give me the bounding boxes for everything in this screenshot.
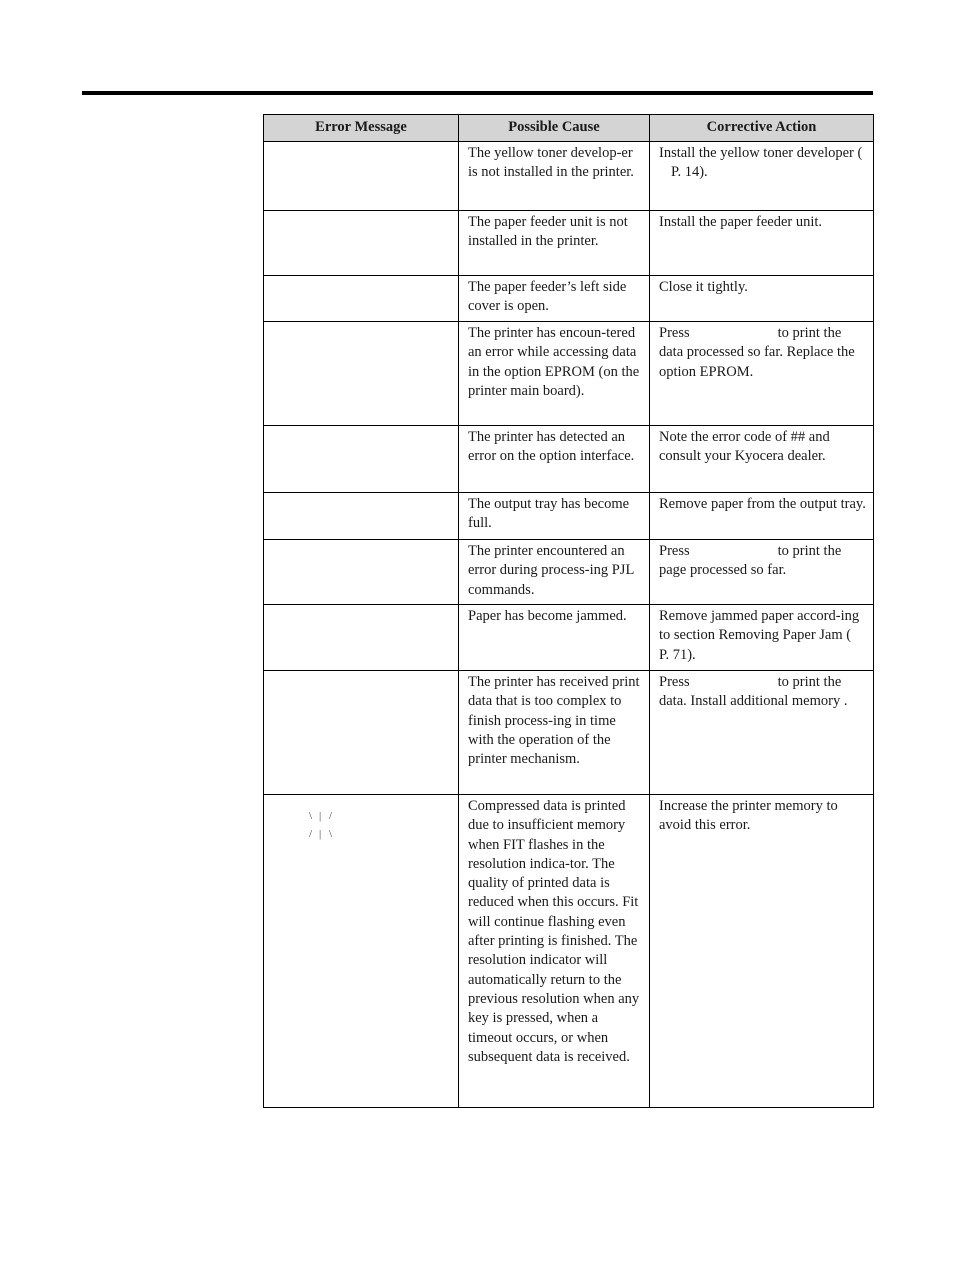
possible-cause-cell: Paper has become jammed. [459, 605, 650, 671]
table-row [264, 540, 874, 605]
error-message-cell [264, 142, 459, 211]
possible-cause-cell: The printer encountered an error during process-ing PJL commands. [459, 540, 650, 605]
error-message-cell [264, 322, 459, 426]
header-corrective-action: Corrective Action [650, 115, 874, 142]
table-row [264, 493, 874, 540]
table-header-row [264, 115, 874, 142]
table-row [264, 605, 874, 671]
error-message-cell [264, 493, 459, 540]
header-possible-cause: Possible Cause [459, 115, 650, 142]
error-message-cell [264, 276, 459, 322]
action-text: to print the data processed so far. Replace the option EPROM. [659, 325, 855, 380]
error-message-cell [264, 671, 459, 795]
corrective-action-cell [650, 605, 874, 671]
possible-cause-cell: The printer has encoun-tered an error while accessing data in the option EPROM (on the printer main board). [459, 322, 650, 426]
possible-cause-cell: The output tray has become full. [459, 493, 650, 540]
action-text: Remove jammed paper accord-ing to section Removing Paper Jam ( [659, 608, 860, 644]
table-row [264, 322, 874, 426]
header-rule [82, 91, 873, 95]
table-row [264, 795, 874, 1108]
table-row [264, 426, 874, 493]
action-text: to print the page processed so far. [659, 543, 842, 579]
corrective-action-cell: Increase the printer memory to avoid this error. [650, 795, 874, 1108]
possible-cause-cell: The printer has detected an error on the option interface. [459, 426, 650, 493]
possible-cause-cell: The paper feeder’s left side cover is open. [459, 276, 650, 322]
corrective-action-cell [650, 322, 874, 426]
table-row [264, 142, 874, 211]
corrective-action-cell [650, 142, 874, 211]
corrective-action-cell: Note the error code of ## and consult your Kyocera dealer. [650, 426, 874, 493]
possible-cause-cell: The paper feeder unit is not installed in the printer. [459, 211, 650, 276]
possible-cause-cell: The printer has received print data that is too complex to finish process-ing in time with the operation of the printer mechanism. [459, 671, 650, 795]
error-message-cell [264, 426, 459, 493]
corrective-action-cell [650, 540, 874, 605]
action-text: Press [659, 674, 690, 690]
header-error-message: Error Message [264, 115, 459, 142]
corrective-action-cell: Install the paper feeder unit. [650, 211, 874, 276]
table-row [264, 211, 874, 276]
table-row [264, 276, 874, 322]
action-text: Press [659, 325, 690, 341]
corrective-action-cell: Close it tightly. [650, 276, 874, 322]
error-message-table [263, 114, 874, 1108]
error-message-cell [264, 605, 459, 671]
possible-cause-cell: Compressed data is printed due to insufficient memory when FIT flashes in the resolution indica-tor. The quality of printed data is reduced when this occurs. Fit will continue flashing even after printing is finished. The resolution indicator will automatically return to the previous resolution when any key is pressed, when a timeout occurs, or when subsequent data is received. [459, 795, 650, 1108]
error-message-cell [264, 540, 459, 605]
error-message-cell [264, 795, 459, 1108]
error-message-cell [264, 211, 459, 276]
corrective-action-cell: Remove paper from the output tray. [650, 493, 874, 540]
table-row [264, 671, 874, 795]
flashing-indicator-icon: \ | / / | \ [309, 810, 333, 840]
action-text: P. 71). [659, 646, 696, 663]
action-text: Press [659, 543, 690, 559]
possible-cause-cell: The yellow toner develop-er is not installed in the printer. [459, 142, 650, 211]
corrective-action-cell [650, 671, 874, 795]
action-text: Install the yellow toner developer ( [659, 145, 863, 161]
action-text: to print the data. Install additional memory . [659, 674, 848, 710]
action-text: P. 14). [671, 164, 708, 181]
